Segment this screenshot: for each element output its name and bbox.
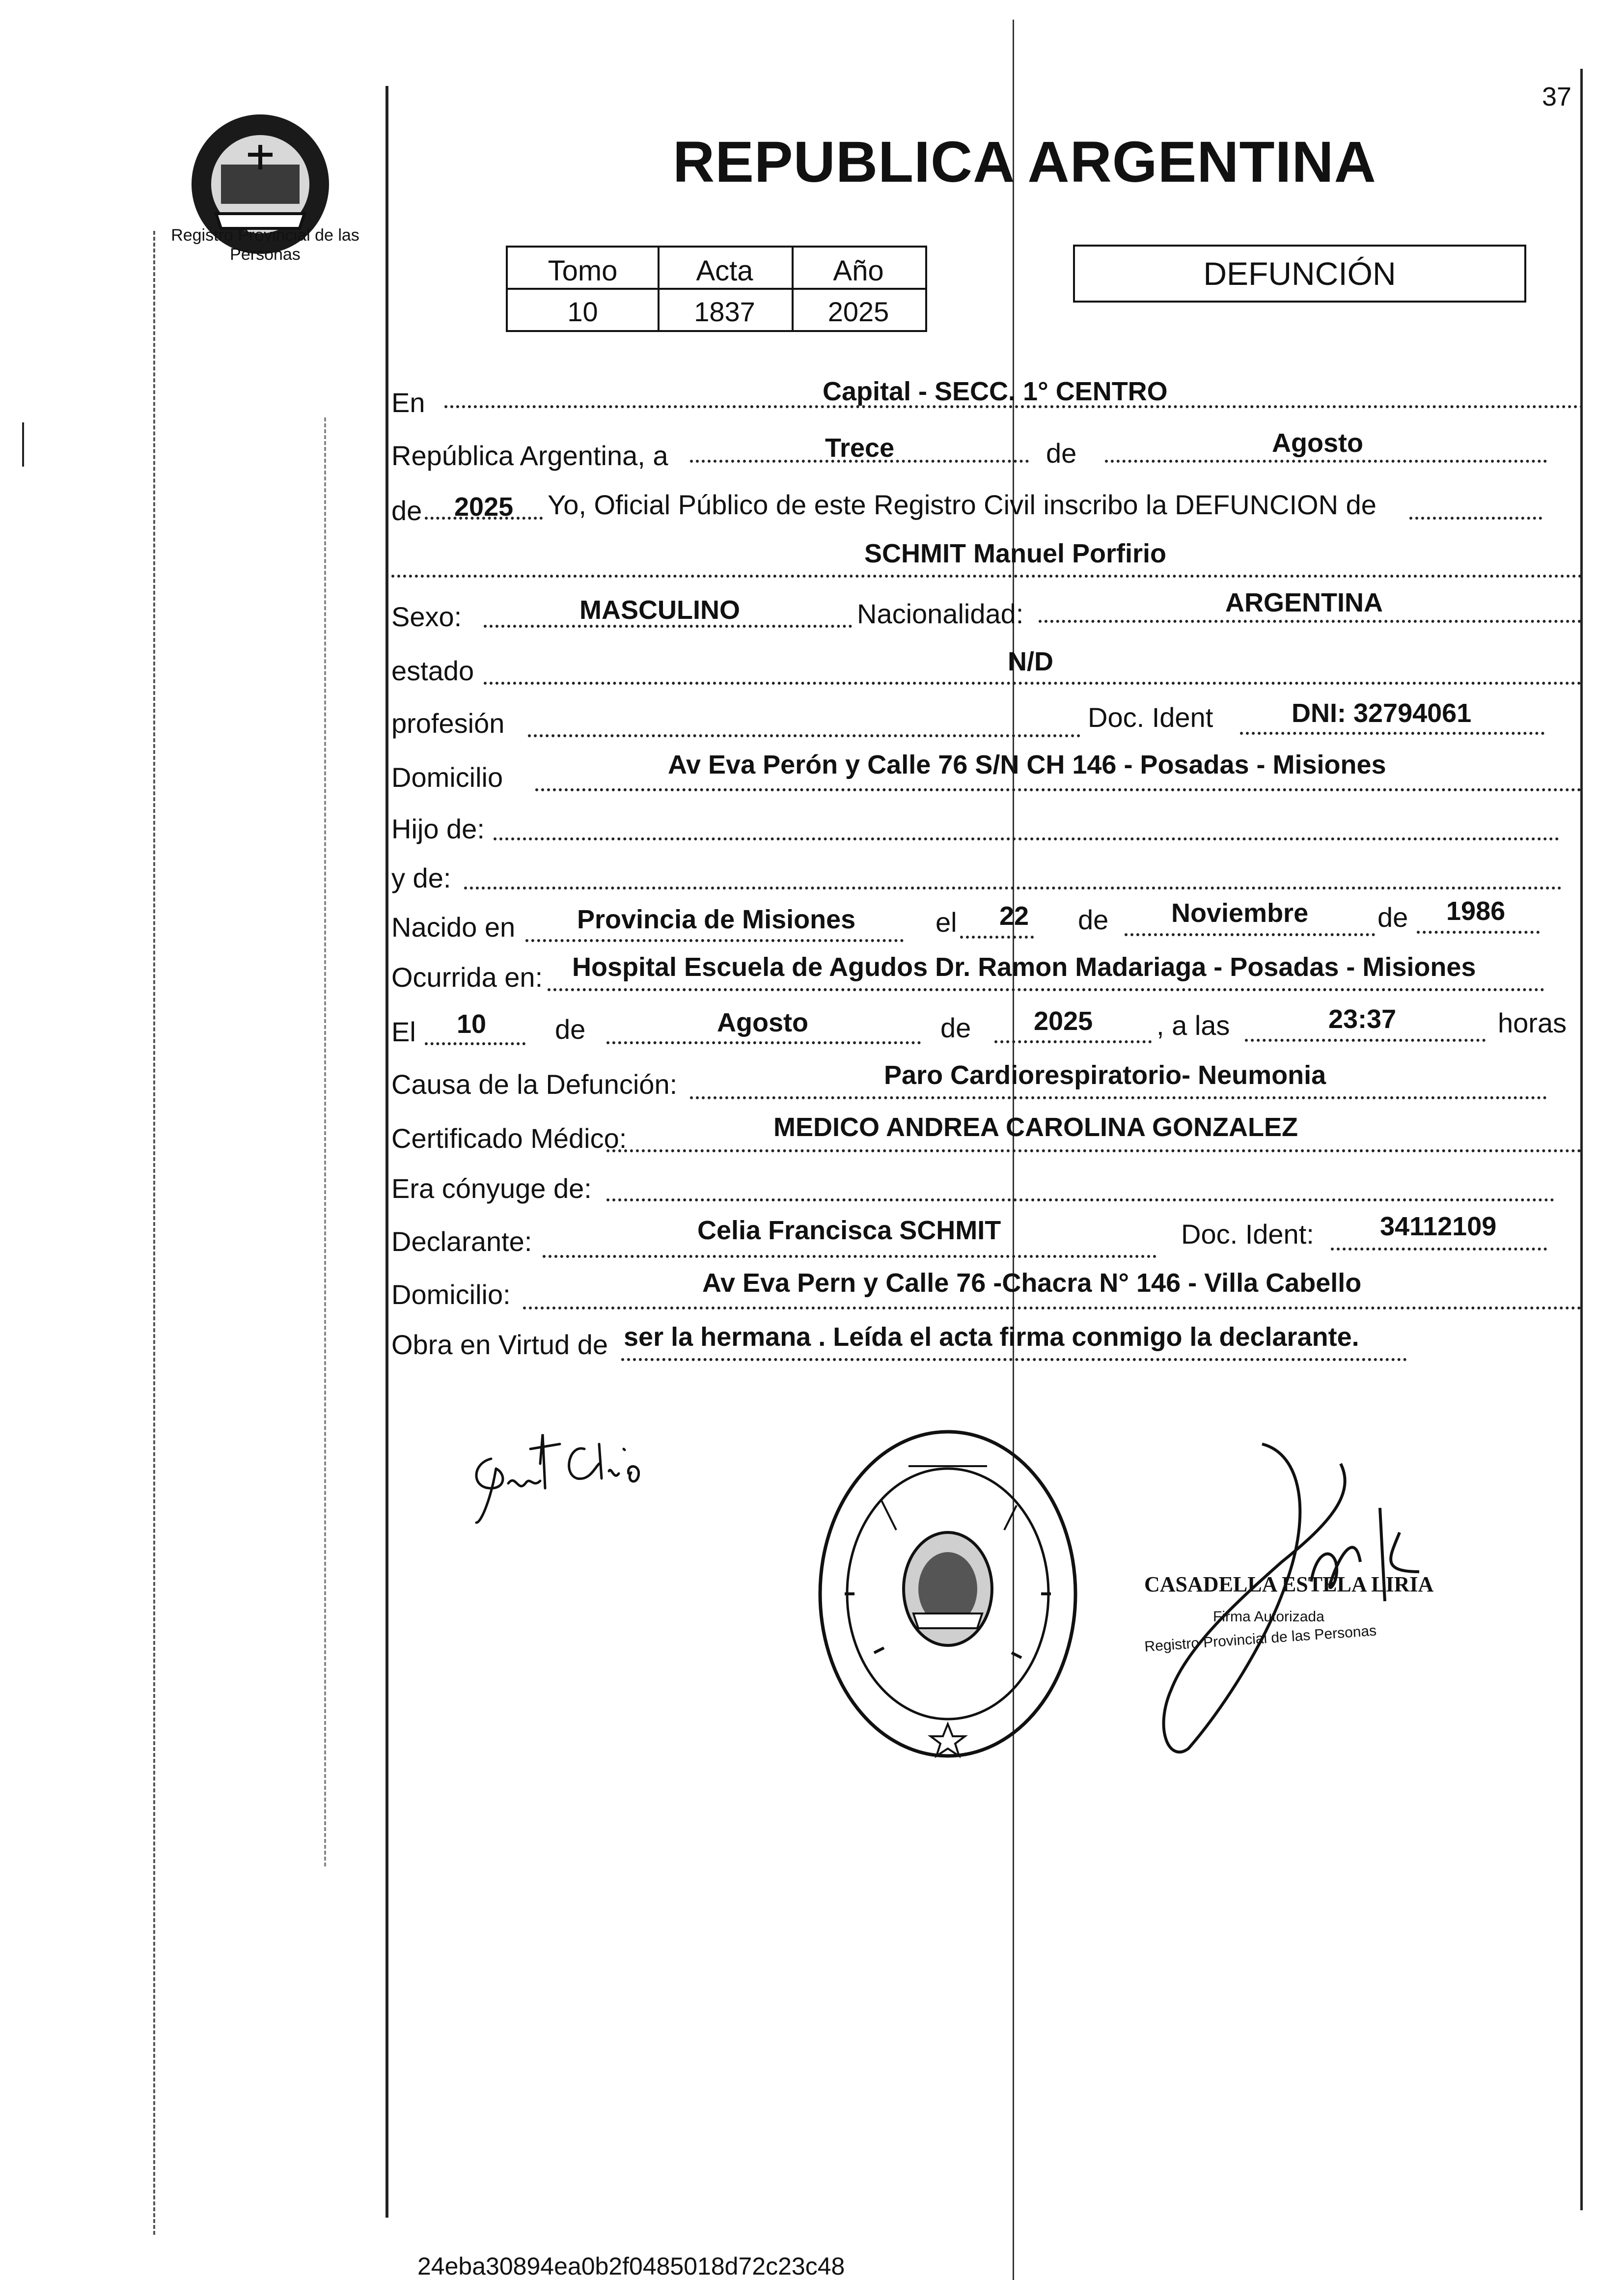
label-domicilio-2: Domicilio: xyxy=(391,1279,511,1310)
table-header-acta: Acta xyxy=(696,255,753,287)
page-title: REPUBLICA ARGENTINA xyxy=(673,130,1376,195)
label-republica: República Argentina, a xyxy=(391,440,668,471)
field-nacionalidad: ARGENTINA xyxy=(1225,588,1383,617)
dotted-line xyxy=(1039,620,1581,623)
dotted-line xyxy=(1245,1039,1486,1042)
field-nacido-mes: Noviembre xyxy=(1171,898,1309,928)
label-el: el xyxy=(936,907,957,938)
dotted-line xyxy=(523,1307,1581,1309)
label-de: de xyxy=(940,1012,971,1043)
label-de: de xyxy=(1046,438,1077,469)
field-declarante-doc: 34112109 xyxy=(1380,1212,1497,1241)
label-hijo-de: Hijo de: xyxy=(391,813,485,844)
dotted-line xyxy=(494,837,1559,840)
table-divider xyxy=(508,288,925,290)
dotted-line xyxy=(1240,732,1544,735)
dotted-line xyxy=(606,1149,1581,1152)
dotted-line xyxy=(484,682,1581,685)
label-de: de xyxy=(555,1014,586,1045)
label-y-de: y de: xyxy=(391,862,451,893)
document-type-box: DEFUNCIÓN xyxy=(1073,245,1526,303)
label-de: de xyxy=(391,495,422,526)
label-profesion: profesión xyxy=(391,708,505,739)
field-fallec-anio: 2025 xyxy=(1034,1006,1093,1036)
field-ocurrida: Hospital Escuela de Agudos Dr. Ramon Madariaga - Posadas - Misiones xyxy=(572,952,1476,982)
label-sexo: Sexo: xyxy=(391,601,462,632)
label-doc-ident-2: Doc. Ident: xyxy=(1181,1219,1314,1250)
official-signature xyxy=(1125,1434,1429,1768)
field-mes: Agosto xyxy=(1272,428,1363,458)
official-seal-stamp xyxy=(810,1422,1085,1766)
record-table xyxy=(506,246,927,332)
registry-name: Registro Provincial de las Personas xyxy=(171,226,359,264)
table-header-tomo: Tomo xyxy=(548,255,618,287)
dotted-line xyxy=(994,1040,1152,1043)
table-header-anio: Año xyxy=(833,255,884,287)
label-el-cap: El xyxy=(391,1016,416,1047)
field-dni: DNI: 32794061 xyxy=(1292,698,1472,728)
stamp-line-name: CASADELLA ESTELA LIRIA xyxy=(1144,1572,1434,1596)
dotted-line xyxy=(1105,460,1547,463)
field-nombre: SCHMIT Manuel Porfirio xyxy=(864,539,1167,568)
label-de: de xyxy=(1078,904,1109,935)
left-margin-line xyxy=(385,86,388,2218)
table-value-anio: 2025 xyxy=(827,296,889,327)
field-nacido-anio: 1986 xyxy=(1446,896,1506,926)
label-nacido-en: Nacido en xyxy=(391,912,516,943)
label-causa: Causa de la Defunción: xyxy=(391,1069,678,1100)
dotted-line xyxy=(484,625,852,628)
label-doc-ident: Doc. Ident xyxy=(1088,702,1213,733)
page-number: 37 xyxy=(1542,82,1572,111)
field-certificado: MEDICO ANDREA CAROLINA GONZALEZ xyxy=(773,1112,1298,1142)
dotted-line xyxy=(960,936,1034,939)
field-nacido-dia: 22 xyxy=(999,901,1029,931)
field-fallec-dia: 10 xyxy=(457,1009,487,1039)
label-ocurrida-en: Ocurrida en: xyxy=(391,962,543,993)
dotted-line xyxy=(548,988,1544,991)
stamp-line-registry: Registro Provincial de las Personas xyxy=(1144,1622,1377,1655)
field-anio: 2025 xyxy=(454,492,514,522)
declarant-signature xyxy=(462,1415,707,1532)
stamp-line-role: Firma Autorizada xyxy=(1213,1609,1324,1625)
dotted-line xyxy=(606,1041,921,1044)
field-hora: 23:37 xyxy=(1328,1004,1397,1034)
dotted-line xyxy=(621,1358,1407,1361)
field-causa: Paro Cardiorespiratorio- Neumonia xyxy=(884,1060,1326,1090)
label-certificado: Certificado Médico: xyxy=(391,1123,627,1154)
label-nacionalidad: Nacionalidad: xyxy=(857,598,1024,629)
field-lugar: Capital - SECC. 1° CENTRO xyxy=(823,377,1168,406)
label-domicilio: Domicilio xyxy=(391,762,503,793)
dotted-line xyxy=(535,788,1581,791)
label-a-las: , a las xyxy=(1156,1010,1230,1041)
right-border-line xyxy=(1580,69,1583,2210)
dotted-line xyxy=(528,734,1080,737)
field-estado: N/D xyxy=(1008,647,1053,676)
field-sexo: MASCULINO xyxy=(579,595,740,625)
field-dia: Trece xyxy=(825,433,895,463)
inner-margin-dashes xyxy=(324,417,326,1866)
dotted-line xyxy=(1125,933,1375,936)
label-estado: estado xyxy=(391,655,474,686)
field-domicilio: Av Eva Perón y Calle 76 S/N CH 146 - Posadas - Misiones xyxy=(668,750,1386,779)
field-declarante-domicilio: Av Eva Pern y Calle 76 -Chacra N° 146 - Villa Cabello xyxy=(702,1268,1362,1298)
dotted-line xyxy=(425,1042,525,1045)
edge-mark xyxy=(22,422,24,467)
field-fallec-mes: Agosto xyxy=(717,1008,808,1037)
field-nacido-lugar: Provincia de Misiones xyxy=(577,905,856,934)
punch-margin-dashes xyxy=(153,231,155,2235)
field-obra: ser la hermana . Leída el acta firma conmigo la declarante. xyxy=(624,1322,1359,1352)
label-declarante: Declarante: xyxy=(391,1226,532,1257)
dotted-line xyxy=(606,1198,1554,1201)
dotted-line xyxy=(690,1096,1547,1099)
dotted-line xyxy=(391,575,1582,578)
dotted-line xyxy=(1417,931,1540,934)
label-de: de xyxy=(1377,902,1408,933)
field-declarante: Celia Francisca SCHMIT xyxy=(697,1216,1001,1245)
label-yo: Yo, Oficial Público de este Registro Civil inscribo la DEFUNCION de xyxy=(548,489,1376,520)
dotted-line xyxy=(464,887,1562,890)
label-en: En xyxy=(391,387,425,418)
table-value-acta: 1837 xyxy=(694,296,755,327)
dotted-line xyxy=(1409,517,1542,520)
dotted-line xyxy=(525,939,904,942)
dotted-line xyxy=(543,1255,1156,1258)
dotted-line xyxy=(1331,1248,1547,1251)
label-conyuge: Era cónyuge de: xyxy=(391,1173,592,1204)
label-obra: Obra en Virtud de xyxy=(391,1329,608,1360)
label-horas: horas xyxy=(1498,1007,1567,1038)
table-value-tomo: 10 xyxy=(567,296,598,327)
document-hash: 24eba30894ea0b2f0485018d72c23c48 xyxy=(417,2252,845,2280)
